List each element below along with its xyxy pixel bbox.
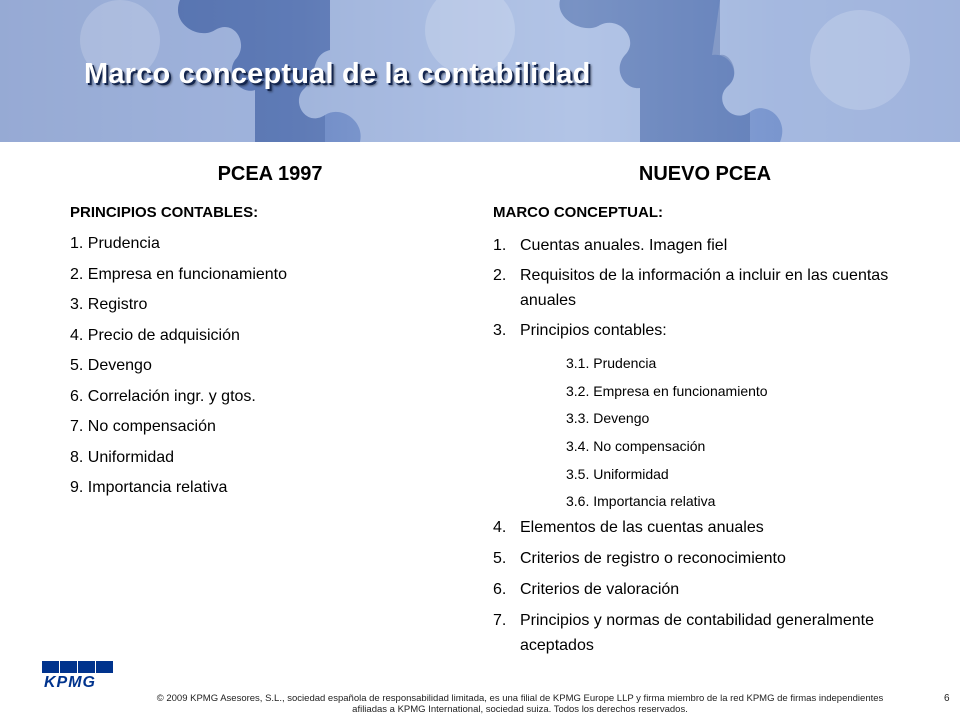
list-item (493, 515, 893, 540)
copyright-notice: © 2009 KPMG Asesores, S.L., sociedad española de responsabilidad limitada, es una filial de KPMG Europe LLP y firma miembro de la red KPMG de firmas independientes afiliadas a KPMG International, sociedad suiza. Todos los derechos reservados. (156, 693, 884, 715)
sublist-item: 3.6. Importancia relativa (566, 493, 716, 510)
list-item: 6. Correlación ingr. y gtos. (70, 387, 256, 405)
list-item-number: 1. (493, 237, 507, 254)
page-number: 6 (944, 693, 950, 704)
left-column-heading: PCEA 1997 (217, 163, 323, 185)
list-item-text: Principios contables: (520, 322, 667, 339)
framework-list-bottom (493, 515, 893, 658)
list-item: 2. Empresa en funcionamiento (70, 265, 288, 283)
list-item-number: 6. (493, 581, 507, 598)
list-item (493, 318, 893, 343)
list-item (493, 577, 893, 602)
list-item: 4. Precio de adquisición (70, 326, 240, 344)
list-item-text: Elementos de las cuentas anuales (520, 519, 764, 536)
list-item (493, 546, 893, 571)
list-item-number: 4. (493, 519, 507, 536)
sublist-item: 3.4. No compensación (566, 438, 706, 455)
list-item: 9. Importancia relativa (70, 479, 228, 496)
list-item: 7. No compensación (70, 418, 216, 435)
list-item-text: Criterios de valoración (520, 581, 680, 598)
right-column-subheading: MARCO CONCEPTUAL: (493, 204, 663, 221)
header-banner (0, 0, 960, 142)
page-title: Marco conceptual de la contabilidad (84, 58, 591, 90)
list-item-number: 3. (493, 322, 507, 339)
list-item: 3. Registro (70, 296, 148, 313)
principles-list (70, 233, 287, 508)
list-item: 5. Devengo (70, 357, 152, 374)
framework-list-top (493, 233, 893, 343)
sublist-item: 3.1. Prudencia (566, 355, 657, 371)
sublist-item: 3.5. Uniformidad (566, 465, 669, 482)
list-item-number: 7. (493, 612, 507, 629)
list-item-text: Requisitos de la información a incluir en las cuentas anuales (520, 267, 889, 309)
list-item-text: Cuentas anuales. Imagen fiel (520, 237, 728, 254)
list-item-text: Principios y normas de contabilidad generalmente aceptados (520, 612, 874, 654)
list-item: 1. Prudencia (70, 235, 160, 252)
principles-sublist (566, 352, 768, 518)
list-item (493, 608, 893, 658)
list-item-number: 5. (493, 550, 507, 567)
right-column-heading: NUEVO PCEA (638, 163, 772, 185)
left-column-subheading: PRINCIPIOS CONTABLES: (70, 204, 259, 221)
sublist-item: 3.3. Devengo (566, 410, 650, 427)
sublist-item: 3.2. Empresa en funcionamiento (566, 382, 768, 399)
kpmg-logo-icon (42, 661, 114, 689)
list-item: 8. Uniformidad (70, 448, 175, 466)
list-item (493, 233, 893, 258)
list-item-text: Criterios de registro o reconocimiento (520, 550, 786, 567)
list-item-number: 2. (493, 267, 507, 284)
logo-text: KPMG (44, 674, 96, 689)
list-item (493, 263, 893, 313)
